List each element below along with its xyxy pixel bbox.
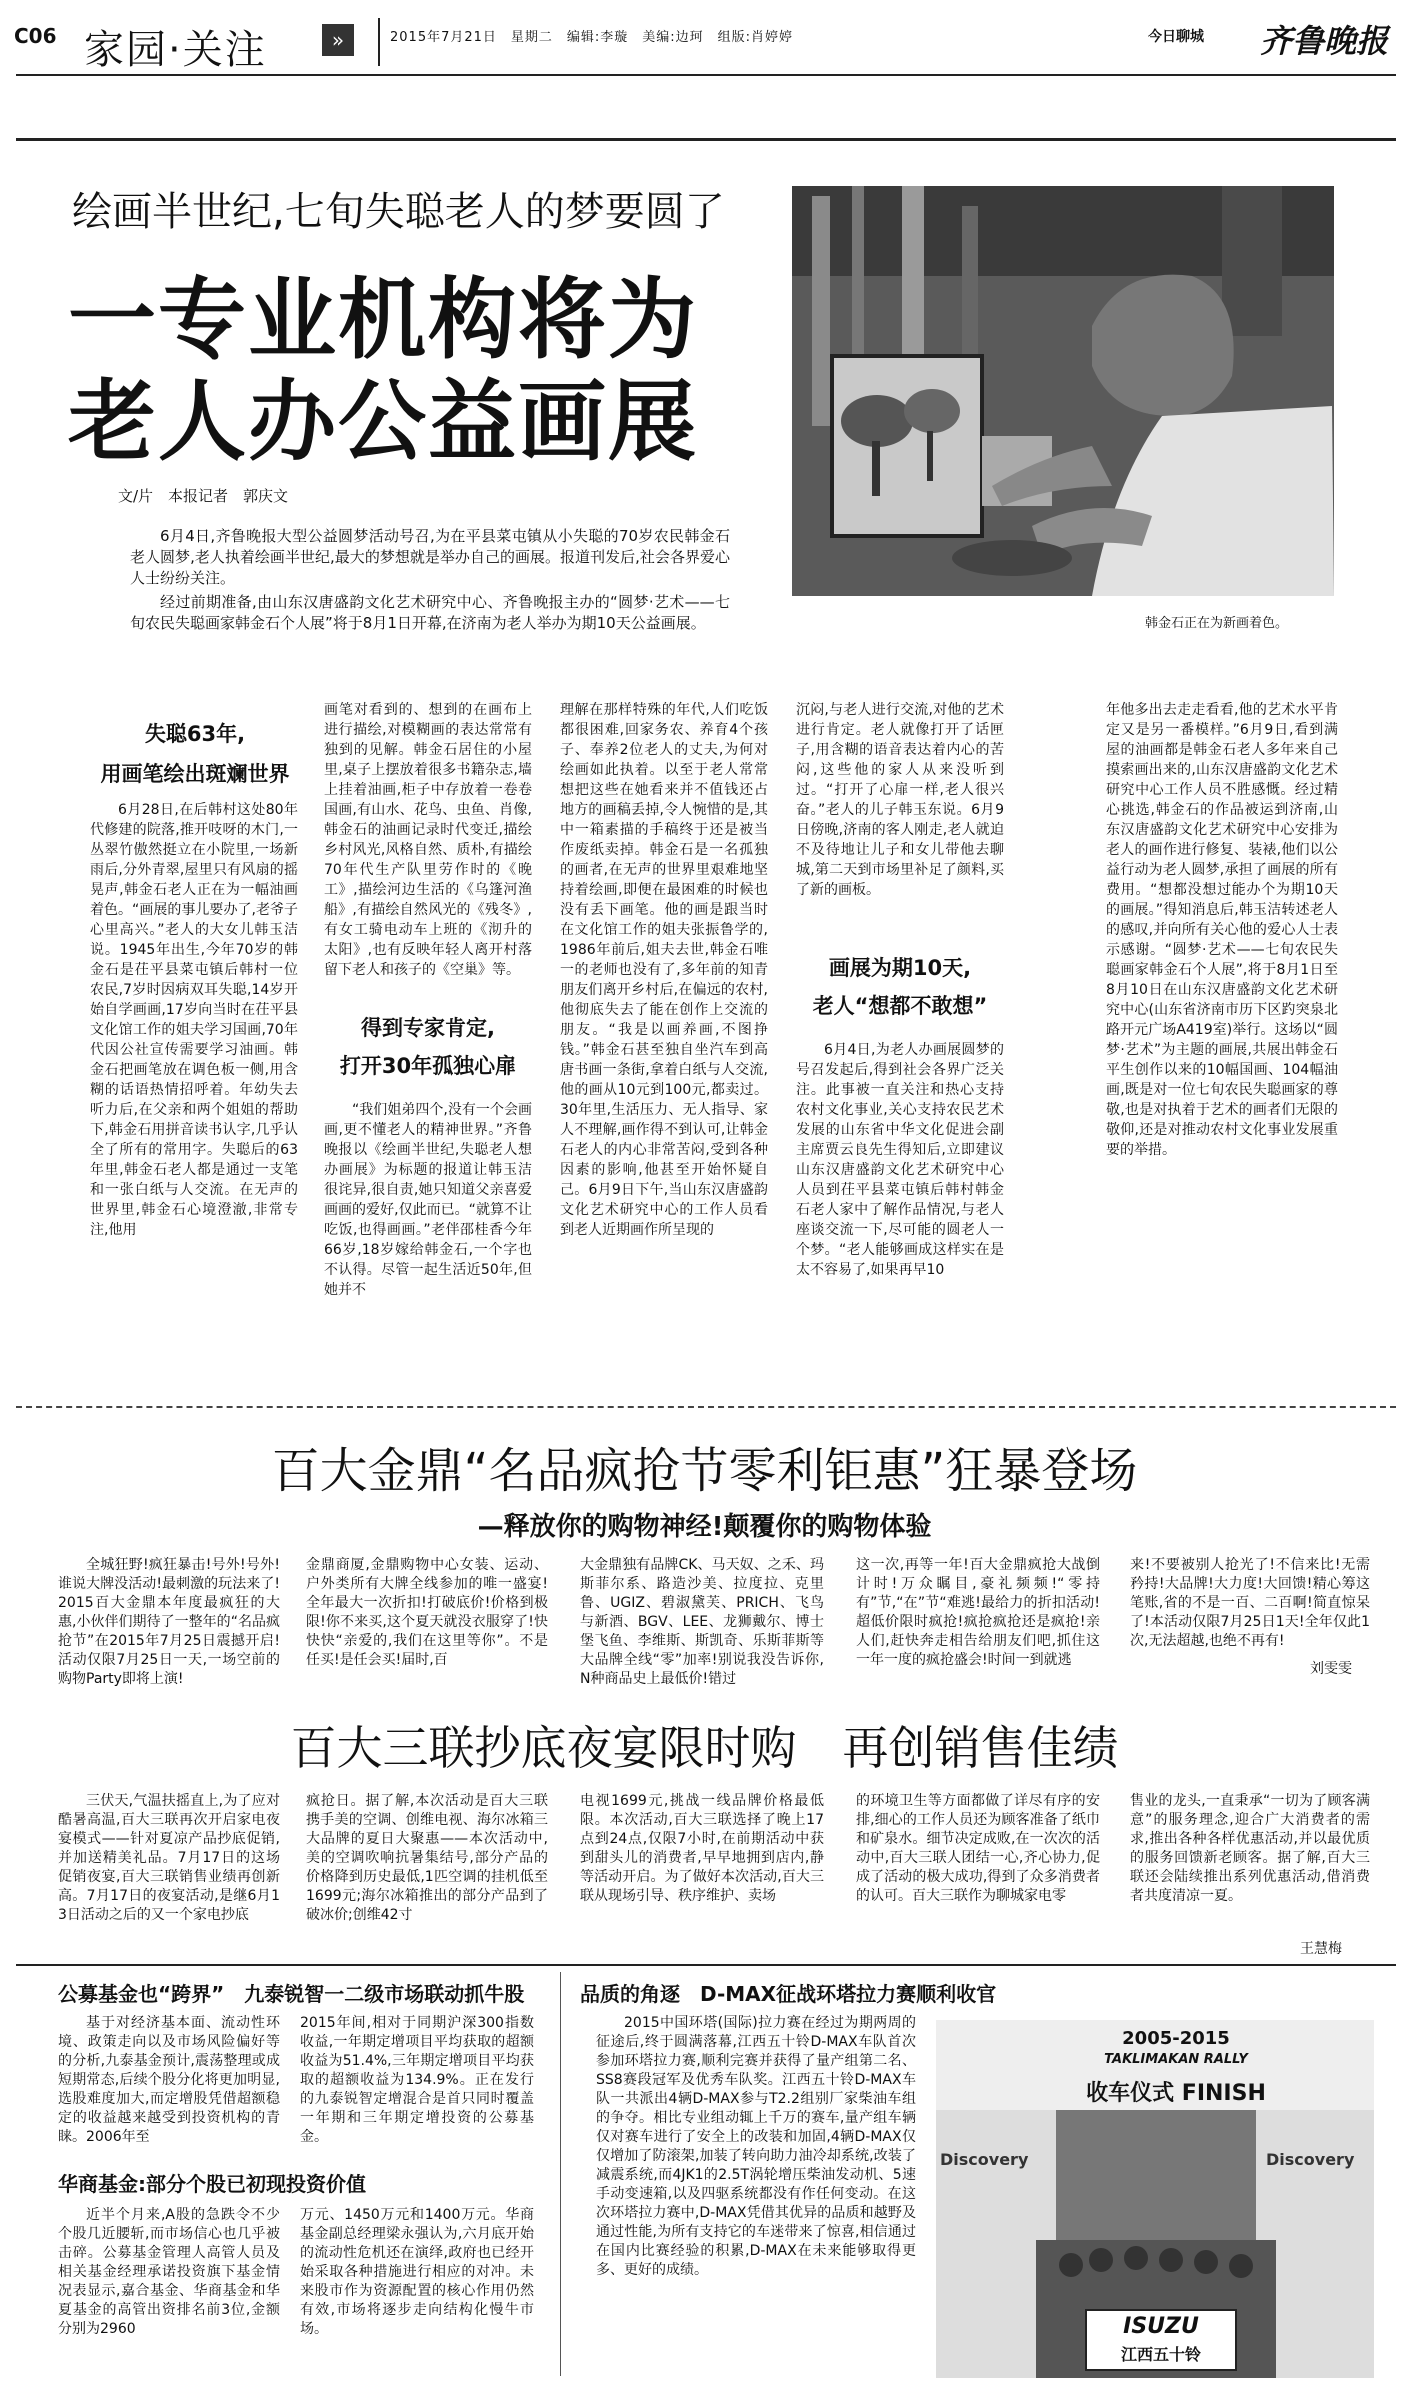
body-column-3: 理解在那样特殊的年代,人们吃饭都很困难,回家务农、养育4个孩子、奉养2位老人的丈夫,为何对绘画如此执着。以至于老人常常想把这些在她看来并不值钱还占地方的画稿丢掉,令人惋惜的是,其中一箱素描的手稿终于还是被当作废纸卖掉。韩金石是一名孤独的画者,在无声的世界里艰难地坚持着绘画,即便在最困难的时候也没有丢下画笔。他的画是跟当时在文化馆工作的姐夫张振鲁学的,1986年前后,姐夫去世,韩金石唯一的老师也没有了,多年前的知青朋友们离开乡村后,在偏远的农村,他彻底失去了能在创作上交流的朋友。“我是以画养画,不图挣钱。”韩金石甚至独自坐汽车到高唐书画一条街,拿着白纸与人交流,他的画从10元到100元,都卖过。30年里,生活压力、无人指导、家人不理解,画作得不到认可,让韩金石老人的内心非常苦闷,受到各种因素的影响,他甚至开始怀疑自己。6月9日下午,当山东汉唐盛韵文化艺术研究中心的工作人员看到老人近期画作所呈现的 [560,702,768,1238]
promo-col-5: 来!不要被别人抢光了!不信来比!无需矜持!大品牌!大力度!大回馈!精心筹这笔账,省的不是一百、二百啊!简直惊呆了!本活动仅限7月25日1天!全年仅此1次,无法超越,也绝不再有! [1130,1557,1370,1649]
promo-author: 刘雯雯 [1310,1661,1352,1677]
body-column-1: 6月28日,在后韩村这处80年代修建的院落,推开吱呀的木门,一丛翠竹傲然挺立在小院里,一场新雨后,分外青翠,屋里只有风扇的摇晃声,韩金石老人正在为一幅油画着色。“画展的事儿要办了,老爷子心里高兴。”老人的大女儿韩玉洁说。1945年出生,今年70岁的韩金石是茌平县菜屯镇后韩村一位农民,7岁时因病双耳失聪,14岁开始自学画画,17岁向当时在茌平县文化馆工作的姐夫学习国画,70年代因公社宣传需要学习油画。韩金石把画笔放在调色板一侧,用含糊的话语热情招呼着。年幼失去听力后,在父亲和两个姐姐的帮助下,韩金石用拼音读书认字,几乎认全了所有的常用字。失聪后的63年里,韩金石老人都是通过一支笔和一张白纸与人交流。在无声的世界里,韩金石心境澄澈,非常专注,他用 [90,802,298,1238]
fund-title: 公募基金也“跨界” 九泰锐智一二级市场联动抓牛股 [58,1982,525,2006]
promo-title: 百大金鼎“名品疯抢节零利钜惠”狂暴登场 [271,1443,1138,1499]
promo-col-4: 这一次,再等一年!百大金鼎疯抢大战倒计时!万众瞩目,豪礼频频!“零持有”节,“在”节“难逃!最给力的折扣活动!超低价限时疯抢!疯抢疯抢还是疯抢!亲人们,赶快奔走相告给朋友们吧,抓住这一年一度的疯抢盛会!时间一到就逃 [856,1557,1100,1668]
byline: 文/片 本报记者 郭庆文 [118,487,289,505]
fund-col-3: 近半个月来,A股的急跌令不少个股几近腰斩,而市场信心也几乎被击碎。公募基金管理人高管人员及相关基金经理承诺投资旗下基金情况表显示,嘉合基金、华商基金和华夏基金的高管出资排名前3位,金额分别为2960 [58,2207,280,2337]
banner-finish: 收车仪式 FINISH [1086,2081,1266,2106]
ad2-col-5: 售业的龙头,一直秉承“一切为了顾客满意”的服务理念,迎合广大消费者的需求,推出各种各样优惠活动,并以最优质的服务回馈新老顾客。据了解,百大三联还会陆续推出系列优惠活动,借消费者共度清凉一夏。 [1130,1793,1370,1904]
lead-paragraph-1: 6月4日,齐鲁晚报大型公益圆梦活动号召,为在平县菜屯镇从小失聪的70岁农民韩金石老人圆梦,老人执着绘画半世纪,最大的梦想就是举办自己的画展。报道刊发后,社会各界爱心人士纷纷关注。 [130,527,730,587]
headline-line-2: 老人办公益画展 [68,370,699,473]
ad2-col-2: 疯抢日。据了解,本次活动是百大三联携手美的空调、创维电视、海尔冰箱三大品牌的夏日大聚惠——本次活动中,美的空调吹响抗暑集结号,部分产品的价格降到历史最低,1匹空调的挂机低至1699元;海尔冰箱推出的部分产品到了破冰价;创维42寸 [306,1793,548,1923]
edition-meta: 2015年7月21日 星期二 编辑:李璇 美编:边珂 组版:肖婷婷 [390,30,794,45]
subhead-1a: 失聪63年, [144,722,246,746]
sign-right: Discovery [1266,2150,1355,2169]
flag-sub: 江西五十铃 [1120,2345,1201,2364]
promo-slogan: —释放你的购物神经!颠覆你的购物体验 [477,1512,932,1542]
ad2-col-3: 电视1699元,挑战一线品牌价格最低限。本次活动,百大三联选择了晚上17点到24点,仅限7小时,在前期活动中获到甜头儿的消费者,早早地拥到店内,静等活动开启。为了做好本次活动,百大三联从现场引导、秩序维护、卖场 [580,1793,824,1904]
dmax-title: 品质的角逐 D-MAX征战环塔拉力赛顺利收官 [580,1982,997,2006]
header-rule [16,74,1396,76]
ad2-title: 百大三联抄底夜宴限时购 再创销售佳绩 [290,1721,1119,1775]
body-column-2b: “我们姐弟四个,没有一个会画画,更不懂老人的精神世界。”齐鲁晚报以《绘画半世纪,失聪老人想办画展》为标题的报道让韩玉洁很诧异,很自责,她只知道父亲喜爱画画的爱好,仅此而已。“就算不让吃饭,也得画画。”老伴邵桂香今年66岁,18岁嫁给韩金石,一个字也不认得。尽管一起生活近50年,但她并不 [324,1102,532,1298]
subhead-3b: 老人“想都不敢想” [812,994,988,1018]
body-column-5: 年他多出去走走看看,他的艺术水平肯定又是另一番模样。”6月9日,看到满屋的油画都是韩金石老人多年来自己摸索画出来的,山东汉唐盛韵文化艺术研究中心工作人员不胜感慨。经过精心挑选,韩金石的作品被运到济南,山东汉唐盛韵文化艺术研究中心安排为老人的画作进行修复、装裱,他们以公益行动为老人圆梦,承担了画展的所有费用。“想都没想过能办个为期10天的画展。”得知消息后,韩玉洁转述老人的感叹,并向所有关心他的爱心人士表示感谢。“圆梦·艺术——七旬农民失聪画家韩金石个人展”,将于8月1日至8月10日在山东汉唐盛韵文化艺术研究中心(山东省济南市历下区趵突泉北路开元广场A419室)举行。这场以“圆梦·艺术”为主题的画展,共展出韩金石平生创作以来的10幅国画、104幅油画,既是对一位七旬农民失聪画家的尊敬,也是对执着于艺术的画者们无限的敬仰,还是对推动农村文化事业发展重要的举措。 [1106,702,1338,1158]
story-top-rule [16,138,1396,141]
painter-photo [792,186,1334,596]
banner-years: 2005-2015 [1122,2028,1230,2049]
fund-col-2: 2015年间,相对于同期沪深300指数收益,一年期定增项目平均获取的超额收益为51.4%,三年期定增项目平均获取的超额收益为134.9%。正在发行的九泰锐智定增混合是首只同时覆盖一年期和三年期定增投资的公募基金。 [300,2015,534,2145]
body-column-4b: 6月4日,为老人办画展圆梦的号召发起后,得到社会各界广泛关注。此事被一直关注和热心支持农村文化事业,关心支持农民艺术发展的山东省中华文化促进会副主席贾云良先生得知后,立即建议山东汉唐盛韵文化艺术研究中心人员到茌平县菜屯镇后韩村韩金石老人家中了解作品情况,与老人座谈交流一下,尽可能的圆老人一个梦。“老人能够画成这样实在是太不容易了,如果再早10 [796,1042,1004,1278]
brand-label: 今日聊城 [1148,29,1204,45]
section-arrow-icon: » [322,24,354,56]
body-column-4a: 沉闷,与老人进行交流,对他的艺术进行肯定。老人就像打开了话匣子,用含糊的语音表达着内心的苦闷,这些他的家人从来没听到过。“打开了心扉一样,老人很兴奋。”老人的儿子韩玉东说。6月9日傍晚,济南的客人刚走,老人就迫不及待地让儿子和女儿带他去聊城,第二天到市场里补足了颜料,买了新的画板。 [796,702,1004,898]
dmax-divider [560,1972,561,2376]
subhead-3a: 画展为期10天, [828,956,972,980]
story-kicker: 绘画半世纪,七旬失聪老人的梦要圆了 [72,189,725,235]
fund-col-4: 万元、1450万元和1400万元。华商基金副总经理梁永强认为,六月底开始的流动性危机还在演绎,政府也已经开始采取各种措施进行相应的对冲。未来股市作为资源配置的核心作用仍然有效,市场将逐步走向结构化慢牛市场。 [300,2207,534,2337]
fund-title-2: 华商基金:部分个股已初现投资价值 [58,2172,366,2196]
ad2-author: 王慧梅 [1300,1941,1342,1957]
fund-col-1: 基于对经济基本面、流动性环境、政策走向以及市场风险偏好等的分析,九泰基金预计,震荡整理或成短期常态,后续个股分化将更加明显,选股难度加大,而定增股凭借超额稳定的收益越来越受到投资机构的青睐。2006年至 [58,2015,280,2145]
subhead-2b: 打开30年孤独心扉 [339,1054,517,1078]
promo-divider [16,1406,1396,1408]
lead-paragraph-2: 经过前期准备,由山东汉唐盛韵文化艺术研究中心、齐鲁晚报主办的“圆梦·艺术——七旬农民失聪画家韩金石个人展”将于8月1日开幕,在济南为老人举办为期10天公益画展。 [130,593,730,632]
section-title: 家园·关注 [84,27,267,73]
ad2-col-1: 三伏天,气温扶摇直上,为了应对酷暑高温,百大三联再次开启家电夜宴模式——针对夏凉产品抄底促销,并加送精美礼品。7月17日的这场促销夜宴,百大三联销售业绩再创新高。7月17日的夜宴活动,是继6月13日活动之后的又一个家电抄底 [58,1793,280,1923]
sign-left: Discovery [940,2150,1029,2169]
rally-photo [936,2020,1374,2378]
promo-col-3: 大金鼎独有品牌CK、马天奴、之禾、玛斯菲尔系、路造沙美、拉度拉、克里鲁、UGIZ、碧淑黛芙、PRICH、飞鸟与新酒、BGV、LEE、龙狮戴尔、博士堡飞鱼、李维斯、斯凯奇、乐斯菲斯等大品牌全线“零”加率!别说我没告诉你,N种商品史上最低价!错过 [580,1557,824,1687]
header-divider [378,18,380,66]
photo-caption: 韩金石正在为新画着色。 [1145,616,1289,631]
headline-line-1: 一专业机构将为 [68,268,699,371]
promo-col-2: 金鼎商厦,金鼎购物中心女装、运动、户外类所有大牌全线参加的唯一盛宴!全年最大一次折扣!打破底价!价格到极限!你不来买,这个夏天就没衣服穿了!快快快“亲爱的,我们在这里等你”。不是任买!是任会买!届时,百 [306,1557,548,1668]
ad2-col-4: 的环境卫生等方面都做了详尽有序的安排,细心的工作人员还为顾客准备了纸巾和矿泉水。细节决定成败,在一次次的活动中,百大三联人团结一心,齐心协力,促成了活动的极大成功,得到了众多消费者的认可。百大三联作为聊城家电零 [856,1793,1100,1904]
dmax-body: 2015中国环塔(国际)拉力赛在经过为期两周的征途后,终于圆满落幕,江西五十铃D-MAX车队首次参加环塔拉力赛,顺利完赛并获得了量产组第二名、SS8赛段冠军及优秀车队奖。江西五十铃D-MAX车队一共派出4辆D-MAX参与T2.2组别厂家柴油车组的争夺。相比专业组动辄上千万的赛车,量产组车辆仅对赛车进行了安全上的改装和加固,4辆D-MAX仅仅增加了防滚架,加装了转向助力油冷却系统,改装了减震系统,而4JK1的2.5T涡轮增压柴油发动机、5速手动变速箱,以及四驱系统都没有作任何变动。在这次环塔拉力赛中,D-MAX凭借其优异的品质和越野及通过性能,为所有支持它的车迷带来了惊喜,相信通过在国内比赛经验的积累,D-MAX在未来能够取得更多、更好的成绩。 [596,2015,916,2278]
promo-col-1: 全城狂野!疯狂暴击!号外!号外!谁说大牌没活动!最刺激的玩法来了!2015百大金鼎本年度最疯狂的大惠,小伙伴们期待了一整年的“名品疯抢节”在2015年7月25日震撼开启!活动仅限7月25日一天,一场空前的购物Party即将上演! [58,1557,280,1687]
body-column-2a: 画笔对看到的、想到的在画布上进行描绘,对模糊画的表达常常有独到的见解。韩金石居住的小屋里,桌子上摆放着很多书籍杂志,墙上挂着油画,柜子中存放着一卷卷国画,有山水、花鸟、虫鱼、肖像,韩金石的油画记录时代变迁,描绘乡村风光,风格自然、质朴,有描绘70年代生产队里劳作时的《晚工》,描绘河边生活的《乌篷河渔船》,有描绘自然风光的《残冬》,有女工骑电动车上班的《沏升的太阳》,也有反映年轻人离开村落留下老人和孩子的《空巢》等。 [324,702,532,978]
fund-top-rule [16,1964,1396,1966]
subhead-2a: 得到专家肯定, [361,1016,495,1040]
banner-rally: TAKLIMAKAN RALLY [1104,2052,1248,2067]
page-number: C06 [14,24,57,48]
flag-brand: ISUZU [1123,2314,1199,2339]
subhead-1b: 用画笔绘出斑斓世界 [100,762,290,786]
newspaper-logo: 齐鲁晚报 [1260,22,1389,60]
